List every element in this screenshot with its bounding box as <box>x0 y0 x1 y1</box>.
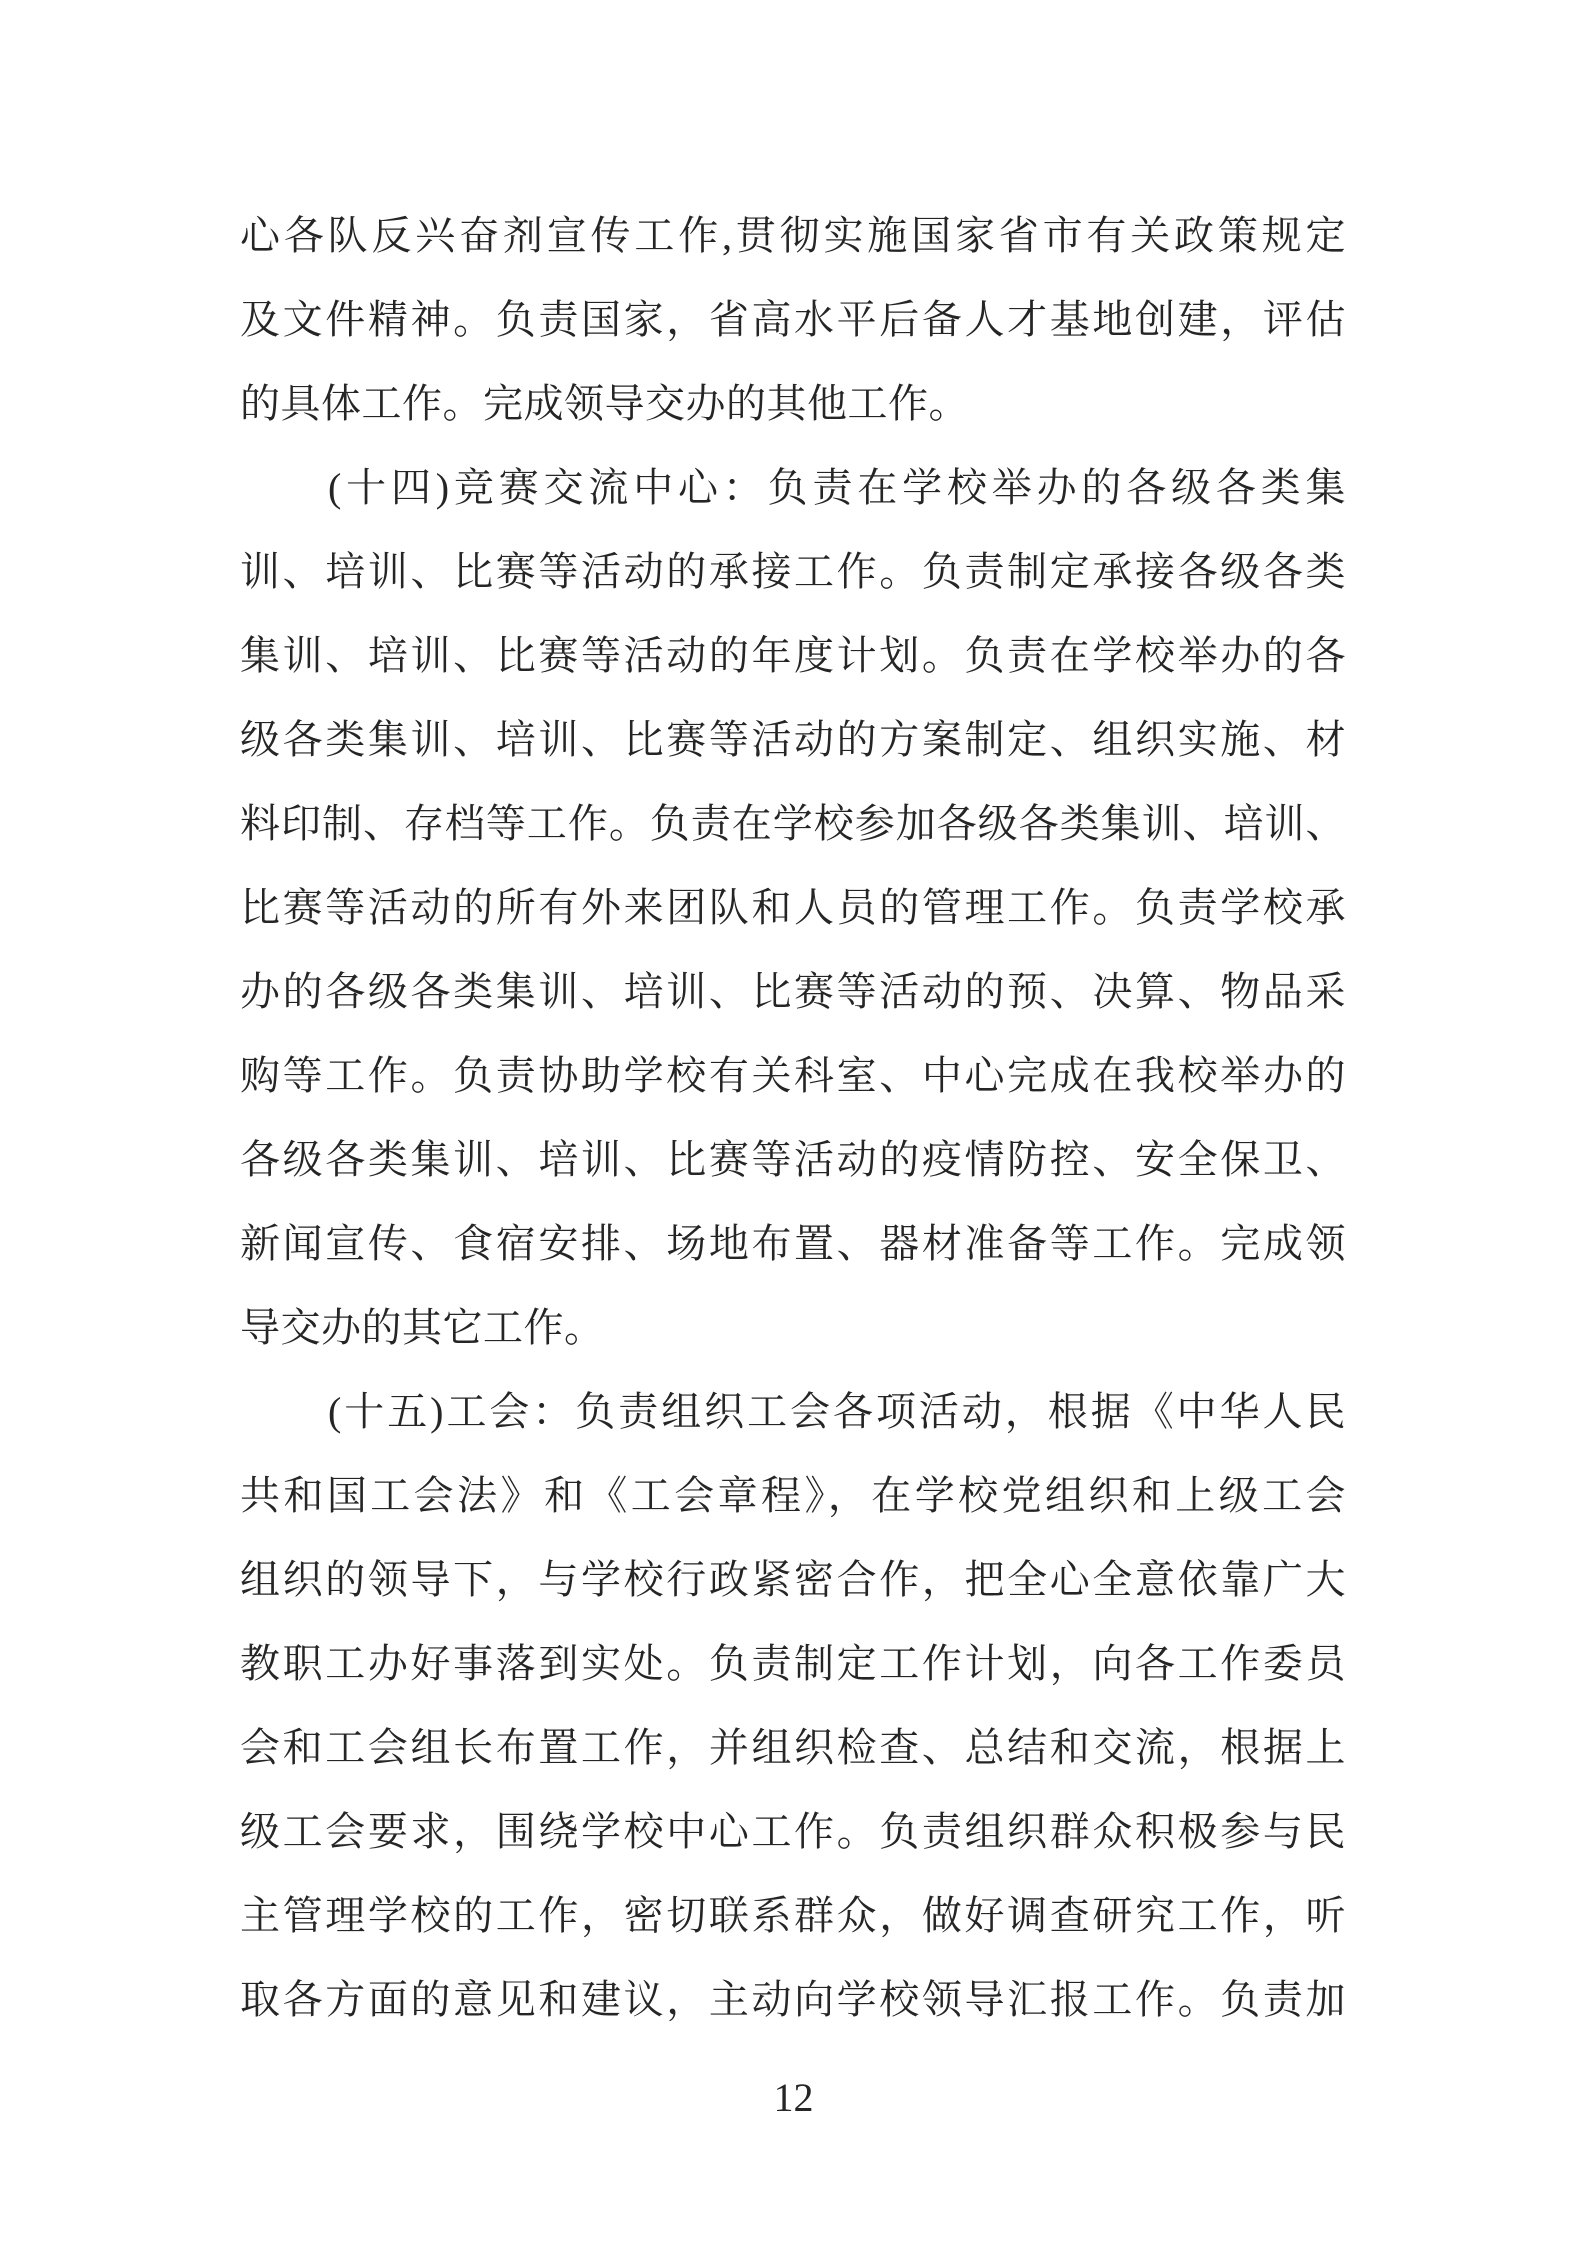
text-line: 各级各类集训、培训、比赛等活动的疫情防控、安全保卫、 <box>240 1137 1346 1182</box>
text-line: 教职工办好事落到实处。负责制定工作计划，向各工作委员 <box>240 1641 1346 1686</box>
text-line: 比赛等活动的所有外来团队和人员的管理工作。负责学校承 <box>240 885 1346 930</box>
text-line: 购等工作。负责协助学校有关科室、中心完成在我校举办的 <box>240 1053 1346 1098</box>
text-line: 级各类集训、培训、比赛等活动的方案制定、组织实施、材 <box>240 717 1346 762</box>
text-block <box>240 194 1346 2042</box>
text-line: 料印制、存档等工作。负责在学校参加各级各类集训、培训、 <box>240 801 1346 846</box>
text-line: (十四)竞赛交流中心：负责在学校举办的各级各类集 <box>328 465 1346 510</box>
page-number: 12 <box>773 2075 814 2120</box>
text-line: (十五)工会：负责组织工会各项活动，根据《中华人民 <box>328 1389 1346 1434</box>
text-line: 取各方面的意见和建议，主动向学校领导汇报工作。负责加 <box>240 1977 1346 2022</box>
text-line: 训、培训、比赛等活动的承接工作。负责制定承接各级各类 <box>240 549 1346 594</box>
text-line: 主管理学校的工作，密切联系群众，做好调查研究工作，听 <box>240 1893 1346 1938</box>
text-line: 办的各级各类集训、培训、比赛等活动的预、决算、物品采 <box>240 969 1346 1014</box>
text-line: 及文件精神。负责国家，省高水平后备人才基地创建，评估 <box>240 297 1346 342</box>
text-line: 心各队反兴奋剂宣传工作,贯彻实施国家省市有关政策规定 <box>240 213 1346 258</box>
text-line: 组织的领导下，与学校行政紧密合作，把全心全意依靠广大 <box>240 1557 1346 1602</box>
text-line: 的具体工作。完成领导交办的其他工作。 <box>240 381 969 426</box>
text-line: 级工会要求，围绕学校中心工作。负责组织群众积极参与民 <box>240 1809 1346 1854</box>
text-line: 共和国工会法》和《工会章程》，在学校党组织和上级工会 <box>240 1473 1346 1518</box>
text-line: 新闻宣传、食宿安排、场地布置、器材准备等工作。完成领 <box>240 1221 1346 1266</box>
text-line: 集训、培训、比赛等活动的年度计划。负责在学校举办的各 <box>240 633 1346 678</box>
text-line: 会和工会组长布置工作，并组织检查、总结和交流，根据上 <box>240 1725 1346 1770</box>
text-line: 导交办的其它工作。 <box>240 1305 605 1350</box>
